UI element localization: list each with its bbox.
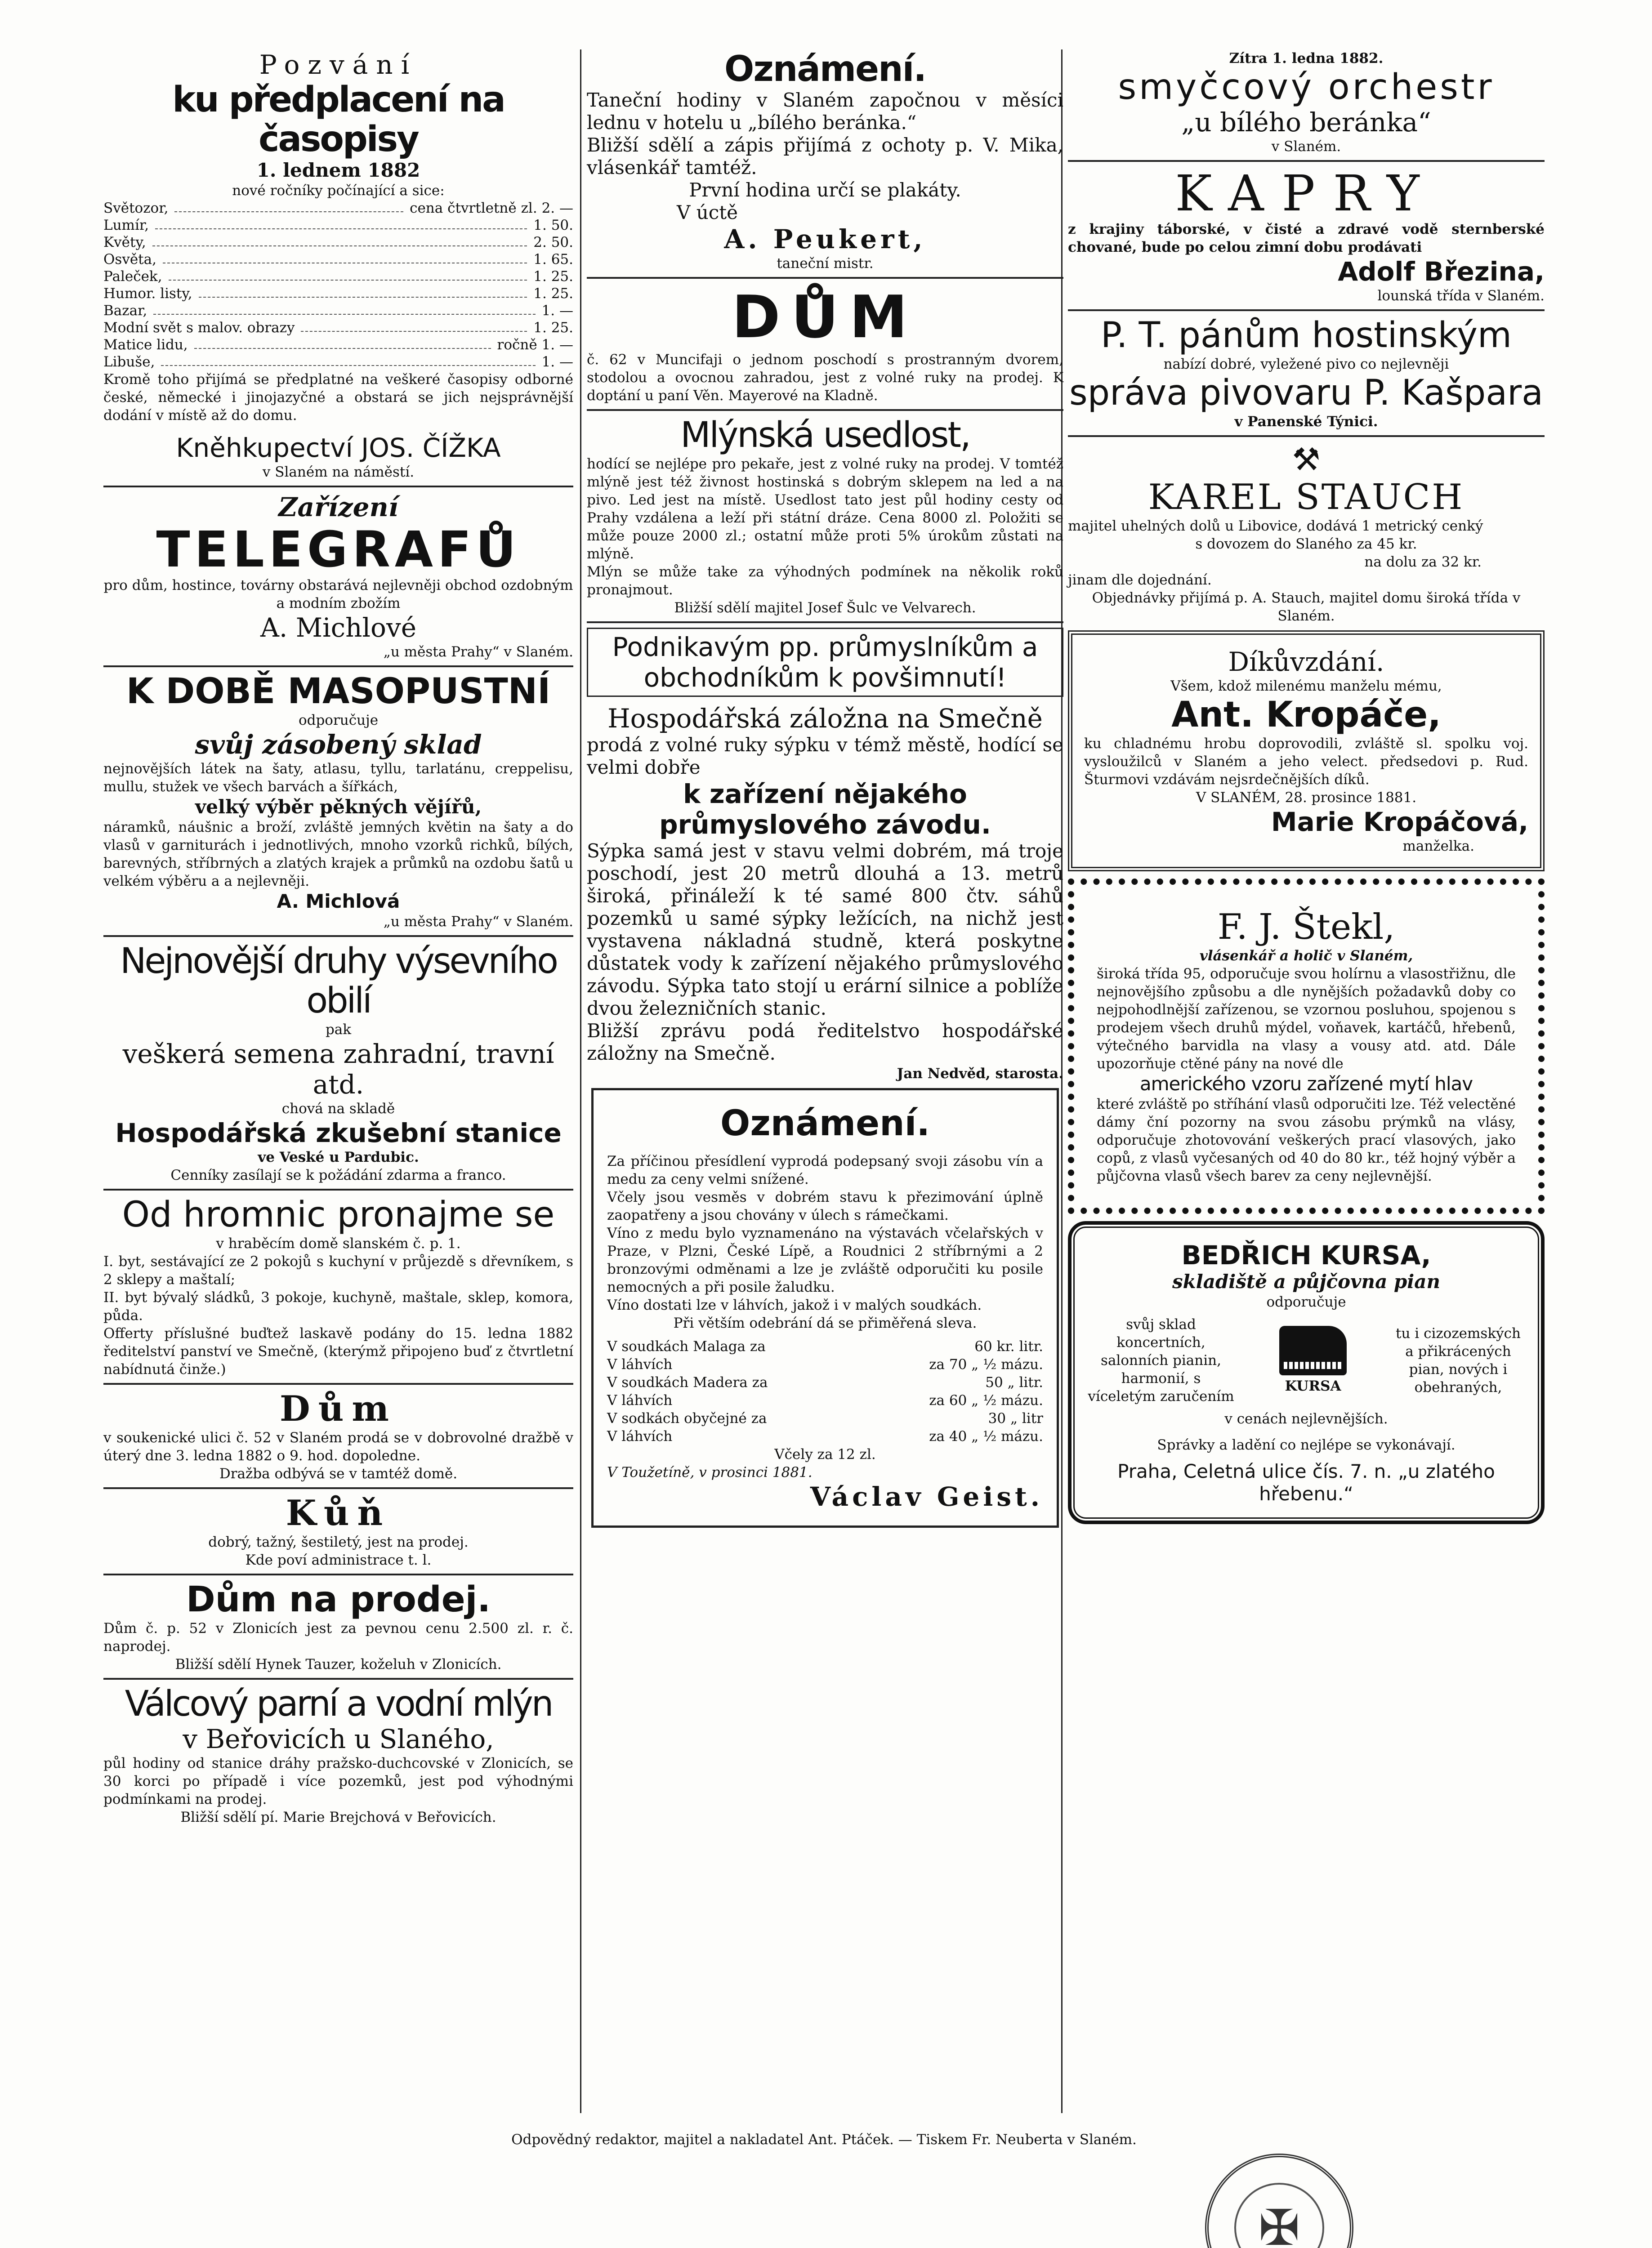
pricelist-row: Osvěta, 1. 65. — [103, 251, 573, 268]
oznameni2-signer: Václav Geist. — [810, 1481, 1043, 1512]
stekl-title: F. J. Štekl, — [1217, 907, 1395, 947]
dum-prodej-title: Dům na prodej. — [186, 1579, 491, 1620]
diky-signer: Marie Kropáčová, — [1271, 807, 1528, 837]
masopust-highlight: velký výběr pěkných vějířů, — [195, 796, 482, 818]
pricelist-row: Paleček, 1. 25. — [103, 268, 573, 285]
stauch-body: majitel uhelných dolů u Libovice, dodává 1 metrický cenký — [1068, 518, 1483, 534]
pricelist-row: Libuše, 1. — — [103, 354, 573, 370]
kapry-signer-location: lounská třída v Slaném. — [1377, 288, 1545, 304]
stauch-body3: Objednávky přijímá p. A. Stauch, majitel domu široká třída v Slaném. — [1092, 590, 1521, 624]
telegraf-body: pro dům, hostince, továrny obstarává nejlevněji obchod ozdobným a modním zbožím — [103, 577, 573, 611]
kun-note: Kde poví administrace t. l. — [245, 1552, 432, 1568]
stekl-ad — [1068, 879, 1545, 1214]
pozvani-pricelist — [103, 200, 573, 370]
kapry-signer: Adolf Březina, — [1338, 256, 1545, 287]
usedlost-note: Bližší sdělí majitel Josef Šulc ve Velvarech. — [674, 600, 976, 616]
podnikavym-signer: Jan Nedvěd, starosta. — [897, 1066, 1063, 1082]
kursa-subtitle: skladiště a půjčovna pian — [1172, 1271, 1440, 1293]
hostinsky-ad — [1068, 316, 1545, 431]
piano-label: KURSA — [1285, 1378, 1341, 1394]
oznameni2-ad — [591, 1088, 1059, 1528]
podnikavym-title: Podnikavým pp. průmyslníkům a obchodníkům k povšimnutí! — [587, 628, 1063, 697]
price-row: V soudkách Malaga za 60 kr. litr. — [607, 1338, 1043, 1355]
dum1-title: Dům — [280, 1388, 397, 1429]
diky-signer-title: manželka. — [1402, 838, 1474, 854]
kursa-left: svůj sklad koncertních, salonních pianin, harmonií, s víceletým zaručením — [1088, 1316, 1234, 1405]
oznameni2-body4: Víno dostati lze v láhvích, jakož i v malých soudkách. — [607, 1297, 982, 1313]
masopust-headline: svůj zásobený sklad — [195, 729, 482, 760]
stauch-body2: jinam dle dojednání. — [1068, 572, 1212, 588]
masopust-signer-location: „u města Prahy“ v Slaném. — [383, 914, 573, 930]
oznameni1-body3: První hodina určí se plakáty. — [689, 179, 961, 201]
orchestr-ad — [1068, 49, 1545, 156]
pricelist-row: Modní svět s malov. obrazy 1. 25. — [103, 320, 573, 336]
orchestr-title: smyčcový orchestr — [1118, 67, 1495, 107]
hromnice-item1: I. byt, sestávající ze 2 pokojů s kuchyní v průjezdě s dřevníkem, s 2 sklepy a maštalí; — [103, 1253, 573, 1288]
diky-name: Ant. Kropáče, — [1171, 695, 1441, 735]
podnikavym-body1: prodá z volné ruky sýpku v témž městě, hodící se velmi dobře — [587, 734, 1063, 778]
obili-note: Cenníky zasílají se k požádání zdarma a franco. — [170, 1167, 506, 1183]
hostinsky-body: nabízí dobré, vyležené pivo co nejlevněji — [1163, 356, 1449, 372]
kun-body: dobrý, tažný, šestiletý, jest na prodej. — [208, 1534, 469, 1550]
telegraf-title: TELEGRAFŮ — [156, 521, 521, 578]
pricelist-row: Květy, 2. 50. — [103, 234, 573, 250]
oznameni2-body1: Za příčinou přesídlení vyprodá podepsaný svoji zásobu vín a medu za ceny velmi snížené. — [607, 1153, 1043, 1187]
pozvani-date: 1. lednem 1882 — [256, 159, 420, 181]
dum-prodej-body: Dům č. p. 52 v Zlonicích jest za pevnou cenu 2.500 zl. r. č. naprodej. — [103, 1620, 573, 1655]
stekl-body2: které zvláště po stříhání vlasů odporučiti lze. Též velectěné dámy ční pozorny na svou zásobu prýmků na vlásy, odporučuje zhotovování veškerých prací vlasových, jako copů, z vlasů vyčesaných od 40 do 80 kr., též hojný výběr a půjčovna vlasů všech barev za ceny nejlevnější. — [1097, 1096, 1516, 1184]
price-row: V láhvích za 40 „ ½ mázu. — [607, 1428, 1043, 1445]
telegraf-kicker: Zařízení — [278, 492, 398, 522]
stekl-subtitle: vlásenkář a holič v Slaném, — [1199, 948, 1413, 964]
column-rule-1 — [580, 49, 581, 2113]
podnikavym-ad — [587, 628, 1063, 1083]
obili-body: veškerá semena zahradní, travní atd. — [122, 1039, 554, 1100]
dum1-ad — [103, 1389, 573, 1483]
kun-ad — [103, 1494, 573, 1569]
diky-intro: Všem, kdož milenému manželu mému, — [1170, 678, 1442, 694]
kapry-body: z krajiny táborské, v čisté a zdravé vodě sternberské chované, bude po celou zimní dobu prodávati — [1068, 221, 1545, 255]
telegraf-signer: A. Michlové — [260, 612, 417, 643]
telegraf-signer-location: „u města Prahy“ v Slaném. — [383, 644, 573, 660]
obili-ad — [103, 941, 573, 1184]
obili-stock: chová na skladě — [281, 1101, 395, 1117]
masopust-recommends: odporučuje — [298, 712, 379, 728]
stauch-row2: na dolu za 32 kr. — [1364, 554, 1482, 570]
kapry-title: KAPRY — [1175, 165, 1438, 222]
obili-title: Nejnovější druhy výsevního obilí — [120, 941, 557, 1021]
orchestr-location: v Slaném. — [1271, 138, 1341, 155]
pricelist-row: Humor. listy, 1. 25. — [103, 285, 573, 302]
oznameni2-pricelist — [607, 1338, 1043, 1445]
diky-title: Díkůvzdání. — [1228, 647, 1384, 677]
mlyn-note: Bližší sdělí pí. Marie Brejchová v Beřovicích. — [180, 1809, 496, 1825]
pricelist-row: Světozor, cena čtvrtletně zl. 2. — — [103, 200, 573, 216]
diky-date: V SLANÉM, 28. prosince 1881. — [1196, 789, 1417, 806]
piano-icon — [1279, 1326, 1347, 1395]
pozvani-ad — [103, 49, 573, 481]
usedlost-ad — [587, 415, 1063, 617]
column-1 — [103, 49, 573, 1826]
hromnice-offers: Offerty příslušné buďtež laskavě podány do 15. ledna 1882 ředitelství panství ve Smečně, (kterýmž připojeno buď z čtvrtletní nabídnutá činže.) — [103, 1325, 573, 1378]
hromnice-intro: v hraběcím domě slanském č. p. 1. — [216, 1236, 461, 1252]
oznameni1-signer: A. Peukert, — [724, 224, 926, 254]
telegraf-ad — [103, 492, 573, 661]
stekl-bold: amerického vzoru zařízené mytí hlav — [1139, 1073, 1473, 1095]
kapry-ad — [1068, 166, 1545, 305]
kursa-title: BEDŘICH KURSA, — [1181, 1240, 1431, 1271]
masopust-title: K DOBĚ MASOPUSTNÍ — [126, 671, 551, 712]
dum-ad — [587, 283, 1063, 405]
oznameni2-body2: Včely jsou vesměs v dobrém stavu k přezimování úplně zaopatřeny a jsou chovány v úlech s rámečkami. — [607, 1189, 1043, 1223]
pozvani-body: Kromě toho přijímá se předplatné na veškeré časopisy odborné české, německé i jinojazyčné a obstará se jich nejsprávnější dodání v místě až do domu. — [103, 371, 573, 424]
obili-pak: pak — [325, 1021, 352, 1038]
usedlost-title: Mlýnská usedlost, — [680, 415, 970, 455]
oznameni1-ad — [587, 49, 1063, 272]
usedlost-body2: Mlýn se může take za výhodných podmínek na několik roků pronajmout. — [587, 564, 1063, 598]
kursa-bottom: v cenách nejlevnějších. — [1224, 1411, 1388, 1427]
kursa-address: Praha, Celetná ulice čís. 7. n. „u zlatého hřebenu.“ — [1117, 1460, 1495, 1505]
pozvani-intro: nové ročníky počínající a sice: — [232, 183, 445, 199]
oznameni2-title: Oznámení. — [720, 1103, 930, 1144]
podnikavym-bold: k zařízení nějakého průmyslového závodu. — [659, 779, 991, 840]
mlyn-body: půl hodiny od stanice dráhy pražsko-duchcovské v Zlonicích, se 30 korci po případě i více pozemků, jest pod výhodnými podmínkami na prodej. — [103, 1755, 573, 1807]
oznameni1-regards: V úctě — [677, 201, 738, 223]
price-row: V láhvích za 60 „ ½ mázu. — [607, 1392, 1043, 1409]
stauch-title: KAREL STAUCH — [1148, 477, 1464, 517]
podnikavym-body2: Sýpka samá jest v stavu velmi dobrém, má troje poschodí, jest 20 metrů dlouhá a 13. metrů široká, přináleží k té samé 800 čtv. sáhů pozemků u samé sýpky ležících, na nichž jest vystavena nákladná studně, která poskytne důstatek vody k zařízení nějakého průmyslového závodu. Sýpka tato stojí u erární silnice a poblíže dvou železničních stanic. — [587, 840, 1063, 1019]
mlyn-ad — [103, 1684, 573, 1826]
hromnice-item2: II. byt bývalý sládků, 3 pokoje, kuchyně, maštale, sklep, komora, půda. — [103, 1289, 573, 1324]
oznameni2-body3: Víno z medu bylo vyznamenáno na výstavách včelařských v Praze, v Plzni, České Lípě, a Roudnici 2 stříbrnými a 2 bronzovými odměnami a lze je zvláště odporučiti ku posile nemocných a při posile žaludku. — [607, 1225, 1043, 1295]
podnikavym-headline: Hospodářská záložna na Smečně — [607, 703, 1043, 734]
usedlost-body: hodící se nejlépe pro pekaře, jest z volné ruky na prodej. V tomtéž mlýně jest též živnost hostinská s dobrým sklepem na led a na pivo. Led jest na místě. Usedlost tato jest půl hodiny cesty od Prahy vzdálena a leží při státní dráze. Cena 8000 zl. Položiti se může pouze 2000 zl.; ostatní může proti 5% úrokům zůstati na mlýně. — [587, 456, 1063, 562]
kursa-recommends: odporučuje — [1266, 1294, 1346, 1310]
pricelist-row: Bazar, 1. — — [103, 303, 573, 319]
masopust-ad — [103, 672, 573, 931]
dum1-note: Dražba odbývá se v tamtéž domě. — [219, 1466, 458, 1482]
oznameni2-place-date: V Toužetíně, v prosinci 1881. — [607, 1464, 813, 1481]
hromnice-ad — [103, 1195, 573, 1378]
stauch-ad — [1068, 442, 1545, 625]
price-row: V soudkách Madera za 50 „ litr. — [607, 1374, 1043, 1391]
hromnice-title: Od hromnic pronajme se — [122, 1195, 555, 1235]
mlyn-title: Válcový parní a vodní mlýn — [125, 1684, 552, 1724]
oznameni1-title: Oznámení. — [724, 49, 926, 89]
mlyn-location: v Beřovicích u Slaného, — [183, 1724, 494, 1754]
kursa-right: tu i cizozemských a přikrácených pian, nových i obehraných, — [1396, 1325, 1521, 1396]
diky-body: ku chladnému hrobu doprovodili, zvláště sl. spolku voj. vysloužilců v Slaném a jeho velect. předsedovi p. Rud. Šturmovi vzdávám nejsrdečnějších díků. — [1084, 736, 1528, 788]
price-row: V láhvích za 70 „ ½ mázu. — [607, 1356, 1043, 1373]
hostinsky-title: P. T. pánům hostinským — [1100, 315, 1512, 356]
masopust-body2: náramků, náušnic a broží, zvláště jemných květin na šaty a do vlasů v garniturách i jednotlivých, mnoho vzorků richků, bílých, barevných, stříbrných a zlatých krajek a průmků na ozdobu šatů u velkém výběru a a nejlevněji. — [103, 819, 573, 889]
footer-imprint — [103, 2131, 1545, 2148]
oznameni1-signer-title: taneční mistr. — [777, 255, 874, 272]
pozvani-shop-location: v Slaném na náměstí. — [262, 464, 415, 480]
stekl-body1: široká třída 95, odporučuje svou holírnu a vlasostřižnu, dle nejnovějšího způsobu a dle nynějších požadavků doby co nejpohodlnější zařízenou, se vzornou posluhou, spojenou s prodejem všech druhů mýdel, voňavek, kartáčů, hřebenů, výtečného barvidla na vlasy a vousy atd. atd. Dále upozorňuje ctěné pány na nové dle — [1097, 966, 1516, 1072]
hostinsky-brewery: správa pivovaru P. Kašpara — [1069, 373, 1543, 413]
kursa-body — [1087, 1316, 1526, 1405]
pozvani-headline: ku předplacení na časopisy — [172, 80, 505, 160]
dum-body: č. 62 v Muncifaji o jednom poschodí s prostranným dvorem, stodolou a ovocnou zahradou, jest z volné ruky na prodej. K doptání u paní Věn. Mayerové na Kladně. — [587, 352, 1063, 404]
hostinsky-location: v Panenské Týnici. — [1234, 414, 1378, 430]
dum-title: DŮM — [732, 283, 919, 351]
pricelist-row: Matice lidu, ročně 1. — — [103, 337, 573, 353]
pricelist-row: Lumír, 1. 50. — [103, 217, 573, 233]
footer-text: Odpovědný redaktor, majitel a nakladatel Ant. Ptáček. — Tiskem Fr. Neuberta v Slaném. — [511, 2132, 1137, 2148]
library-stamp — [1205, 2154, 1353, 2248]
oznameni2-bees: Včely za 12 zl. — [774, 1446, 876, 1463]
dum-prodej-note: Bližší sdělí Hynek Tauzer, koželuh v Zlonicích. — [175, 1656, 502, 1673]
date-line: Zítra 1. ledna 1882. — [1229, 50, 1384, 67]
pozvani-title: Pozvání — [259, 49, 418, 80]
column-2 — [587, 49, 1063, 1533]
oznameni1-body: Taneční hodiny v Slaném započnou v měsíci lednu v hotelu u „bílého beránka.“ — [587, 89, 1063, 134]
masopust-body1: nejnovějších látek na šaty, atlasu, tyllu, tarlatánu, creppelisu, mullu, stužek ve všech barvách a šířkách, — [103, 761, 573, 795]
pozvani-shop: Kněhkupectví JOS. ČÍŽKA — [176, 433, 501, 463]
oznameni2-body5: Při větším odebrání dá se přiměřená sleva. — [673, 1315, 977, 1331]
stauch-row1: s dovozem do Slaného za 45 kr. — [1195, 536, 1417, 552]
eagle-emblem-icon: ✠ — [1234, 2183, 1324, 2248]
orchestr-venue: „u bílého beránka“ — [1181, 107, 1431, 138]
kursa-repairs: Správky a ladění co nejlépe se vykonávají. — [1157, 1437, 1456, 1453]
column-3 — [1068, 49, 1545, 1531]
obili-station-location: ve Veské u Pardubic. — [258, 1149, 419, 1165]
price-row: V sodkách obyčejné za 30 „ litr — [607, 1410, 1043, 1427]
dum1-body: v soukenické ulici č. 52 v Slaném prodá se v dobrovolné dražbě v úterý dne 3. ledna 1882 o 9. hod. dopoledne. — [103, 1430, 573, 1464]
podnikavym-body3: Bližší zprávu podá ředitelstvo hospodářské záložny na Smečně. — [587, 1020, 1063, 1064]
hammers-icon: ⚒ — [1292, 441, 1321, 478]
dum-prodej-ad — [103, 1580, 573, 1673]
kun-title: Kůň — [286, 1493, 391, 1534]
obili-station: Hospodářská zkušební stanice — [115, 1118, 562, 1148]
kursa-ad — [1068, 1221, 1545, 1524]
diky-ad — [1068, 630, 1545, 871]
masopust-signer: A. Michlová — [277, 890, 400, 912]
oznameni1-body2: Bližší sdělí a zápis přijímá z ochoty p. V. Mika, vlásenkář tamtéž. — [587, 134, 1063, 178]
